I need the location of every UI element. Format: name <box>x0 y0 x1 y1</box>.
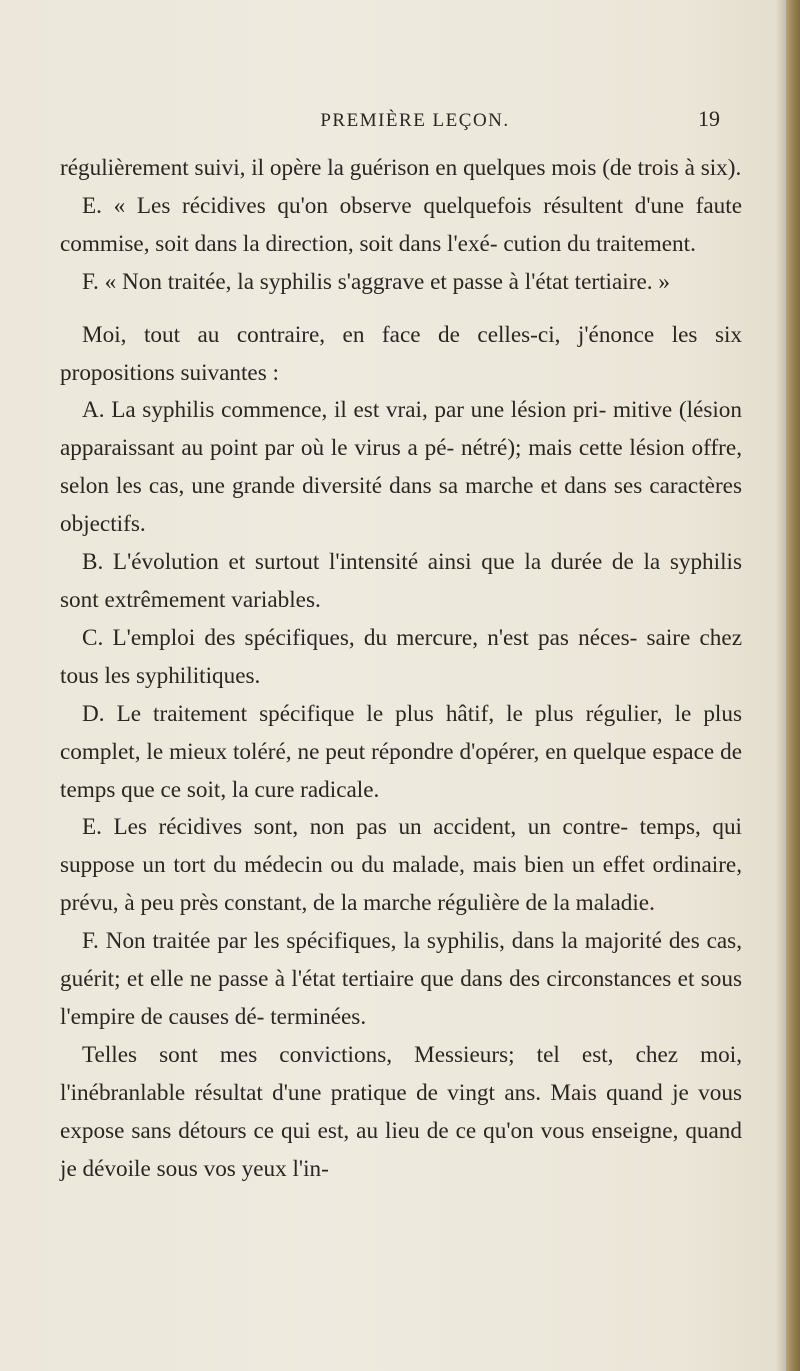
running-title: PREMIÈRE LEÇON. <box>320 110 510 131</box>
paragraph-d: D. Le traitement spécifique le plus hâtif, le plus régulier, le plus complet, le mieux toléré, ne peut répondre d'opérer, en quelque espace de temps que ce soit, la cure radicale. <box>60 700 742 803</box>
book-edge <box>786 0 800 1371</box>
paragraph-telles: Telles sont mes convictions, Messieurs; tel est, chez moi, l'inébranlable résultat d'une pratique de vingt ans. Mais quand je vous expose sans détours ce qui est, au lieu de ce qu'on vous enseigne, quand je dévoile sous vos yeux l'in- <box>60 1041 742 1182</box>
running-head <box>110 106 720 138</box>
body-text <box>60 150 742 1188</box>
paragraph-f: F. Non traitée par les spécifiques, la syphilis, dans la majorité des cas, guérit; et elle ne passe à l'état tertiaire que dans des circonstances et sous l'empire de causes dé- terminées. <box>60 928 742 1030</box>
paragraph-f-quote: F. « Non traitée, la syphilis s'aggrave et passe à l'état tertiaire. » <box>82 268 670 295</box>
paragraph-c: C. L'emploi des spécifiques, du mercure, n'est pas néces- saire chez tous les syphilitiques. <box>60 624 742 689</box>
paragraph-e-quote: E. « Les récidives qu'on observe quelquefois résultent d'une faute commise, soit dans la direction, soit dans l'exé- cution du traitement. <box>60 192 742 257</box>
page-fold-shadow <box>776 0 786 1371</box>
paragraph-a: A. La syphilis commence, il est vrai, par une lésion pri- mitive (lésion apparaissant au point par où le virus a pé- nétré); mais cette lésion offre, selon les cas, une grande diversité dans sa marche et dans ses caractères objectifs. <box>60 397 742 538</box>
paragraph-continuation: régulièrement suivi, il opère la guérison en quelques mois (de trois à six). <box>60 155 742 181</box>
paragraph-e: E. Les récidives sont, non pas un accident, un contre- temps, qui suppose un tort du médecin ou du malade, mais bien un effet ordinaire, prévu, à peu près constant, de la marche régulière de la maladie. <box>60 814 742 917</box>
paragraph-b: B. L'évolution et surtout l'intensité ainsi que la durée de la syphilis sont extrêmement variables. <box>60 549 742 613</box>
paragraph-moi: Moi, tout au contraire, en face de celles-ci, j'énonce les six propositions suivantes : <box>60 321 742 386</box>
page-number: 19 <box>698 106 720 131</box>
